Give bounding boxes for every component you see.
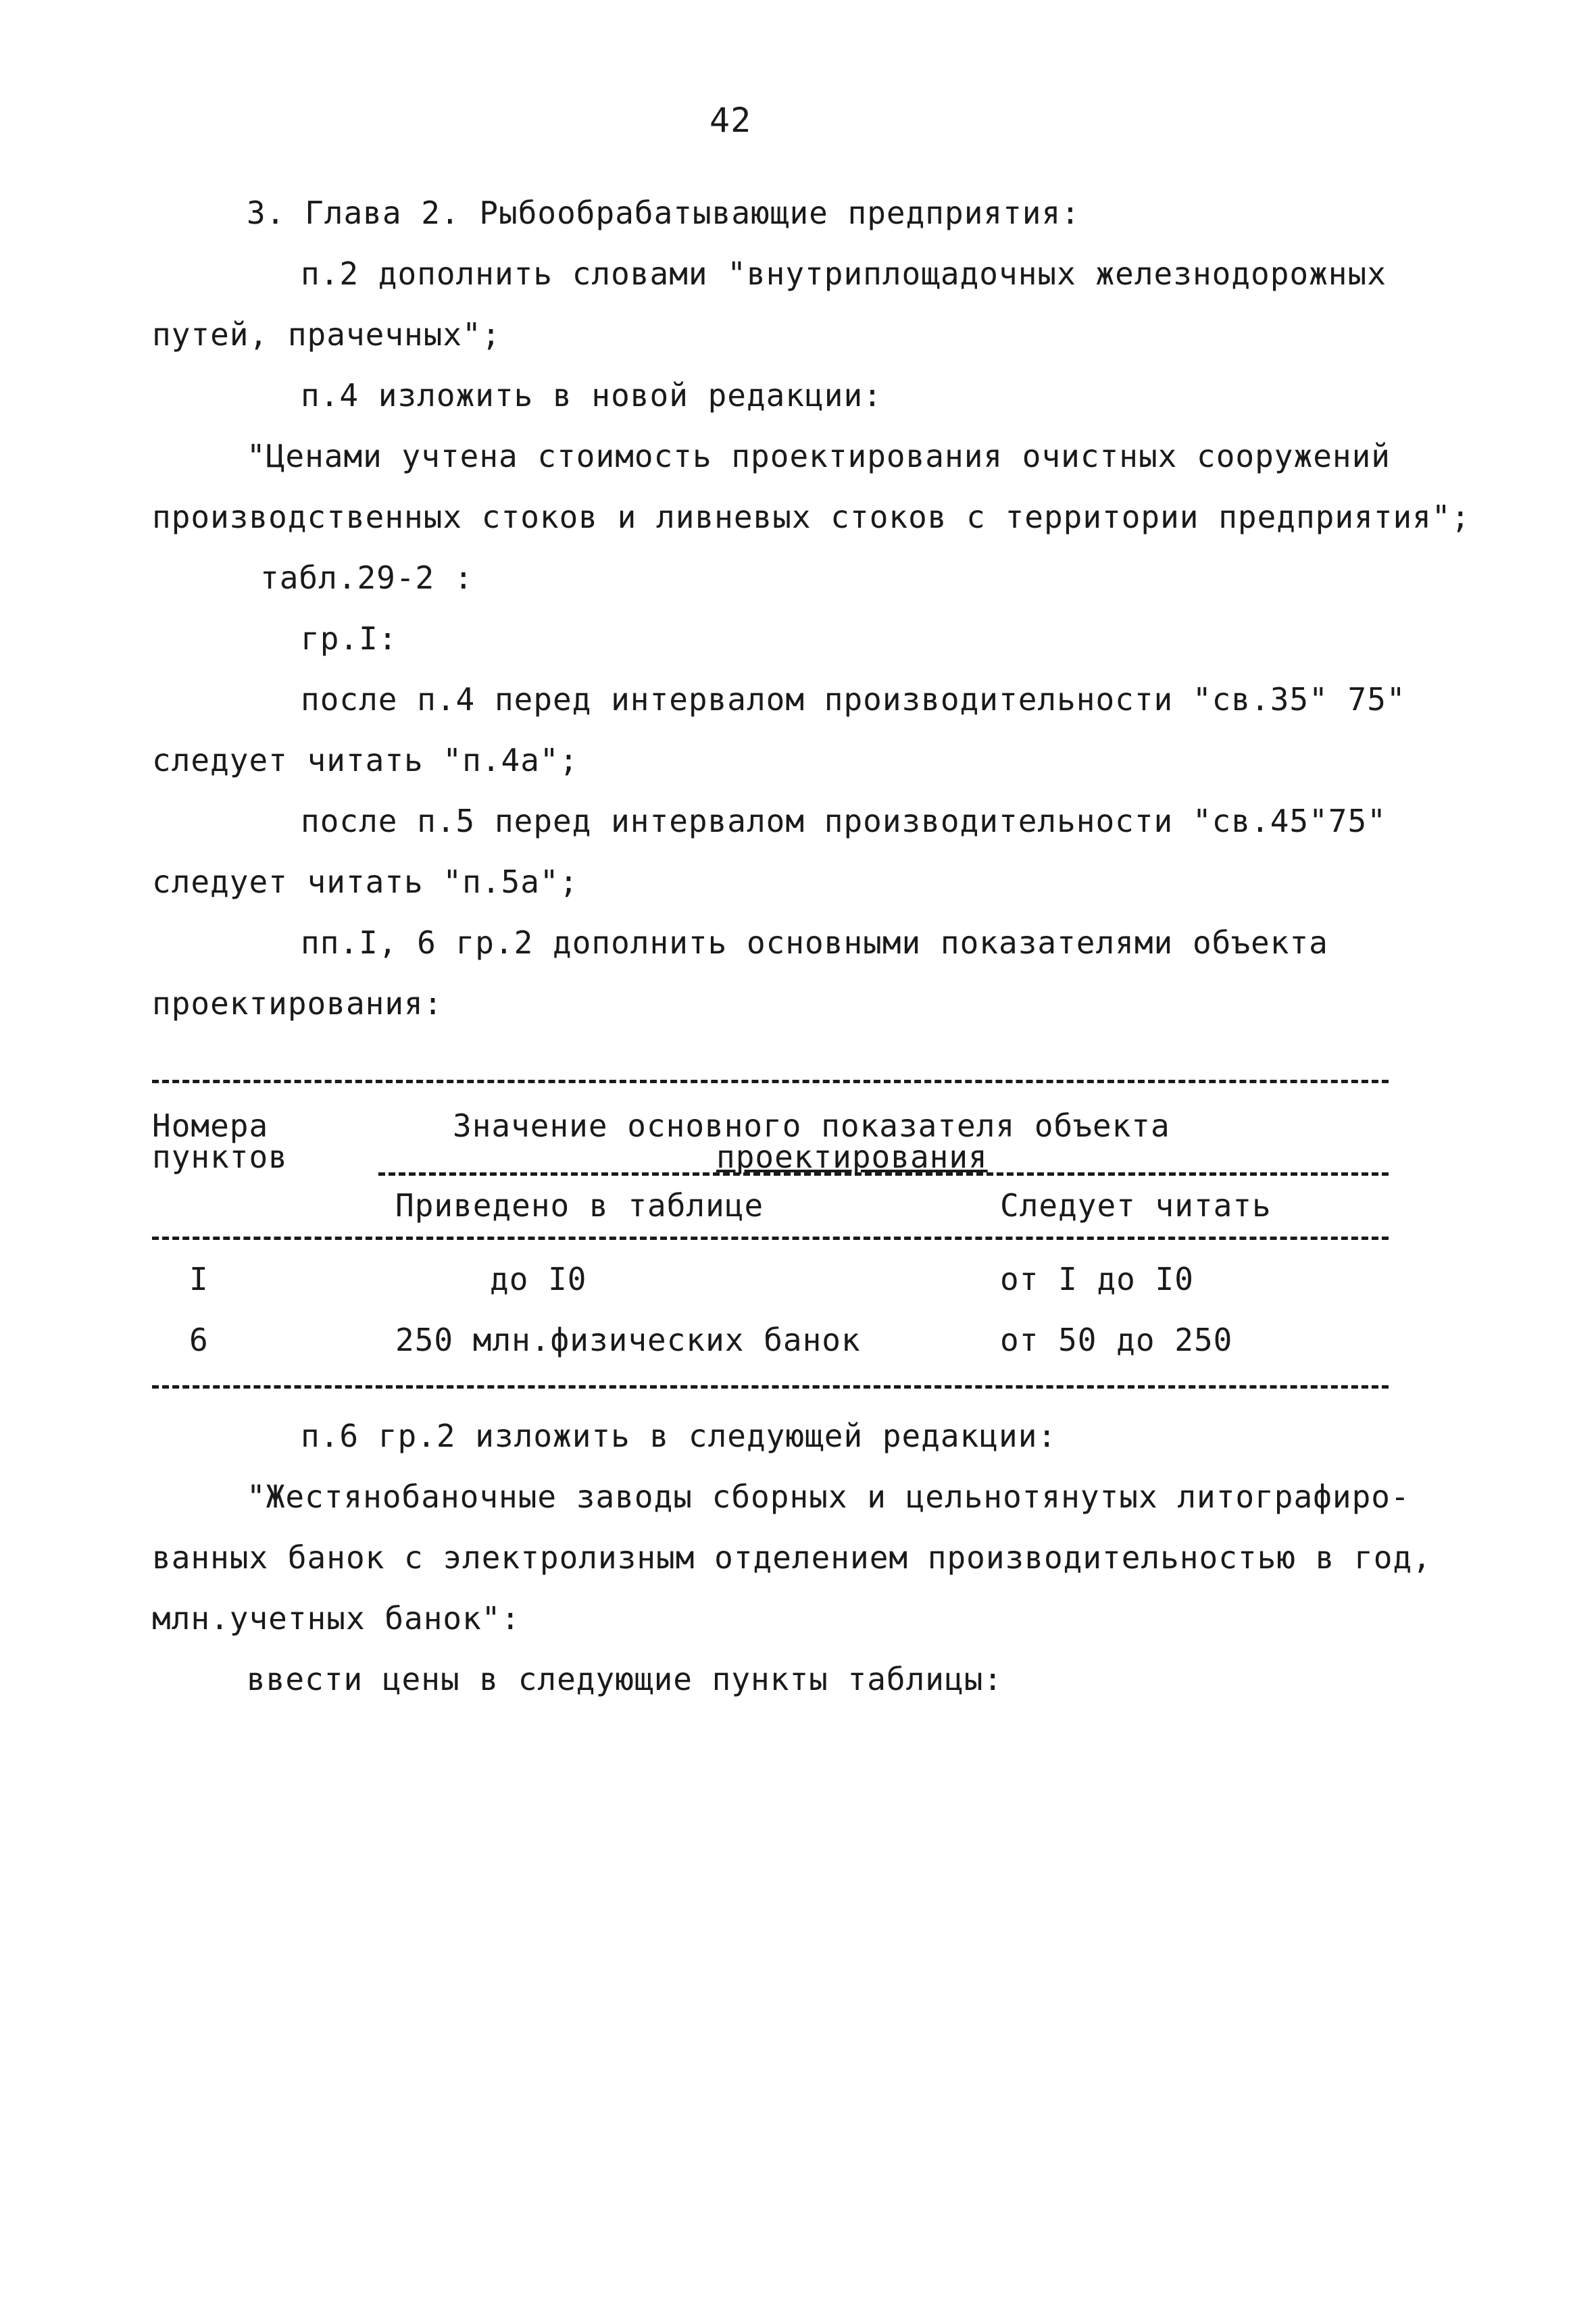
col-num-header-line1: Номера	[152, 1107, 269, 1144]
table-bottom-rule	[152, 1385, 1389, 1389]
sub-header-read: Следует читать	[1000, 1187, 1272, 1224]
section-heading: 3. Глава 2. Рыбообрабатывающие предприятия:	[247, 195, 1080, 231]
paragraph-line: следует читать "п.5а";	[152, 864, 579, 900]
paragraph-line: производственных стоков и ливневых стоков с территории предприятия";	[152, 499, 1471, 535]
group-header-rule	[378, 1172, 1389, 1176]
paragraph-line: ванных банок с электролизным отделением производительностью в год,	[152, 1539, 1432, 1576]
paragraph-line: проектирования:	[152, 985, 443, 1022]
row-number: I	[189, 1261, 209, 1297]
paragraph-line: после п.5 перед интервалом производительности "св.45"75"	[301, 803, 1387, 839]
table-top-rule	[152, 1080, 1389, 1083]
row-given-value: до I0	[490, 1261, 587, 1297]
paragraph-line: ввести цены в следующие пункты таблицы:	[247, 1661, 1003, 1697]
row-read-value: от 50 до 250	[1000, 1322, 1233, 1358]
group-header-line1: Значение основного показателя объекта	[453, 1107, 1170, 1144]
sub-header-given: Приведено в таблице	[395, 1187, 764, 1224]
row-given-value: 250 млн.физических банок	[395, 1322, 861, 1358]
header-bottom-rule	[152, 1237, 1389, 1240]
col-num-header-line2: пунктов	[152, 1139, 288, 1175]
paragraph-line: "Жестянобаночные заводы сборных и цельнотянутых литографиро-	[247, 1478, 1410, 1515]
paragraph-line: "Ценами учтена стоимость проектирования очистных сооружений	[247, 438, 1391, 474]
paragraph-line: млн.учетных банок":	[152, 1600, 521, 1637]
paragraph-line: п.2 дополнить словами "внутриплощадочных железнодорожных	[301, 255, 1387, 292]
paragraph-line: пп.I, 6 гр.2 дополнить основными показателями объекта	[301, 924, 1328, 961]
row-read-value: от I до I0	[1000, 1261, 1194, 1297]
paragraph-line: гр.I:	[301, 620, 398, 657]
paragraph-line: п.6 гр.2 изложить в следующей редакции:	[301, 1418, 1057, 1454]
paragraph-line: путей, прачечных";	[152, 316, 501, 353]
paragraph-line: табл.29-2 :	[260, 559, 474, 596]
paragraph-line: после п.4 перед интервалом производительности "св.35" 75"	[301, 681, 1406, 718]
row-number: 6	[189, 1322, 209, 1358]
page-number: 42	[709, 101, 752, 140]
paragraph-line: следует читать "п.4а";	[152, 742, 579, 778]
paragraph-line: п.4 изложить в новой редакции:	[301, 377, 882, 414]
group-header-line2: проектирования	[716, 1139, 988, 1175]
